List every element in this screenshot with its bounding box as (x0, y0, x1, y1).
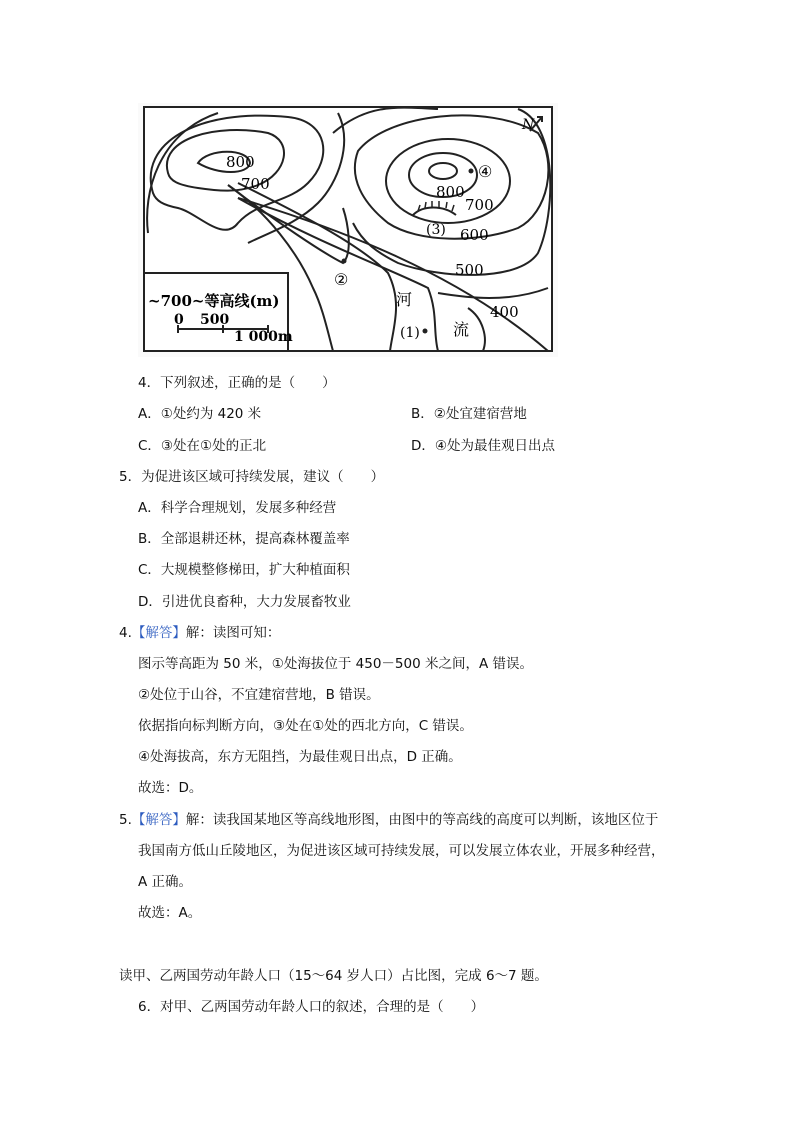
legend-contour-text: ~700~等高线(m) (148, 292, 280, 310)
answer-4-line: 图示等高距为 50 米，①处海拔位于 450－500 米之间，A 错误。 (138, 656, 534, 672)
answer-4-number: 4. (119, 625, 132, 641)
answer-4-tag: 【解答】 (131, 625, 186, 641)
answer-4-line: 依据指向标判断方向，③处在①处的西北方向，C 错误。 (138, 718, 473, 734)
label-point-3: (3) (426, 222, 446, 238)
contour-map (138, 103, 558, 357)
label-700-right: 700 (465, 196, 494, 214)
answer-5-heading (119, 811, 658, 829)
label-point-1: (1) (400, 325, 420, 341)
point-2-dot (342, 259, 347, 264)
answer-5-line: 我国南方低山丘陵地区，为促进该区域可持续发展，可以发展立体农业，开展多种经营， (138, 843, 665, 859)
north-label: N (522, 117, 535, 133)
answer-5-choice: 故选：A。 (138, 905, 202, 921)
q4-option-c: C．③处在①处的正北 (138, 438, 267, 454)
q5-option-a: A．科学合理规划，发展多种经营 (138, 500, 337, 516)
label-400: 400 (490, 303, 519, 321)
answer-4-choice: 故选：D。 (138, 780, 203, 796)
q5-option-c: C．大规模整修梯田，扩大种植面积 (138, 562, 350, 578)
label-600: 600 (460, 226, 489, 244)
answer-4-lead: 解：读图可知： (185, 625, 281, 641)
q4-stem: 4．下列叙述，正确的是（ ） (138, 375, 336, 391)
q5-option-d: D．引进优良畜种，大力发展畜牧业 (138, 594, 351, 610)
point-1-dot (423, 329, 428, 334)
label-river-2: 流 (453, 320, 470, 339)
q5-stem: 5．为促进该区域可持续发展，建议（ ） (119, 469, 385, 485)
label-point-2: ② (334, 270, 349, 289)
answer-4-heading (119, 624, 280, 642)
answer-4-line: ④处海拔高，东方无阻挡，为最佳观日出点，D 正确。 (138, 749, 462, 765)
label-700-left: 700 (241, 175, 270, 193)
label-800-right: 800 (436, 183, 465, 201)
point-4-dot (469, 169, 474, 174)
label-500: 500 (455, 261, 484, 279)
answer-4-line: ②处位于山谷，不宜建宿营地，B 错误。 (138, 687, 380, 703)
q6-stem: 6．对甲、乙两国劳动年龄人口的叙述，合理的是（ ） (138, 999, 485, 1015)
scale-0: 0 (174, 312, 184, 328)
label-river-1: 河 (396, 290, 413, 309)
answer-5-tag: 【解答】 (131, 812, 186, 828)
q4-option-a: A．①处约为 420 米 (138, 406, 262, 422)
q5-option-b: B．全部退耕还林，提高森林覆盖率 (138, 531, 350, 547)
section-intro: 读甲、乙两国劳动年龄人口（15～64 岁人口）占比图，完成 6～7 题。 (119, 968, 548, 984)
label-800-left: 800 (226, 153, 255, 171)
q4-option-d: D．④处为最佳观日出点 (411, 438, 555, 454)
scale-500: 500 (200, 312, 230, 328)
q4-option-b: B．②处宜建宿营地 (411, 406, 527, 422)
answer-5-lead: 解：读我国某地区等高线地形图，由图中的等高线的高度可以判断，该地区位于 (185, 812, 659, 828)
answer-5-number: 5. (119, 812, 132, 828)
answer-5-line: A 正确。 (138, 874, 193, 890)
contour-map-drawing (138, 103, 558, 357)
scale-1000: 1 000m (234, 329, 293, 345)
label-point-4: ④ (478, 162, 493, 181)
